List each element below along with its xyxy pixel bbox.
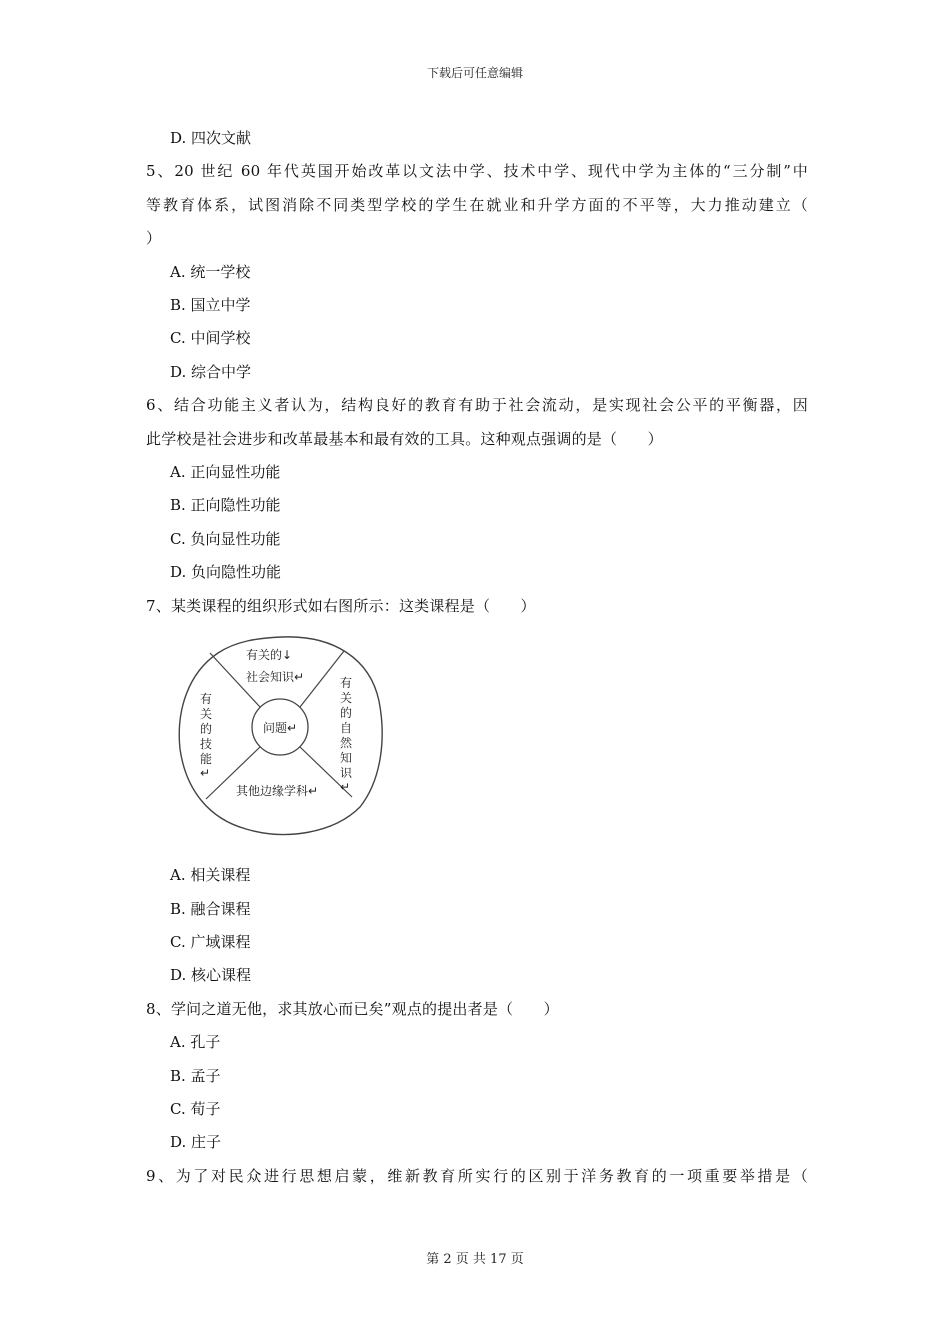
diagram-right-char: 知 (340, 751, 353, 766)
diagram-top-label-line1: 有关的↓ (246, 648, 293, 663)
diagram-left-char: 关 (200, 707, 213, 722)
diagram-right-char: 有 (340, 676, 353, 691)
diagram-bottom-label: 其他边缘学科↵ (236, 784, 319, 799)
question-block-upper (146, 122, 808, 623)
divider-top-right (300, 651, 344, 707)
answer-option: A. 统一学校 (170, 262, 251, 281)
question-text-line: 等教育体系，试图消除不同类型学校的学生在就业和升学方面的不平等，大力推动建立（ (146, 195, 808, 214)
answer-option: A. 孔子 (170, 1033, 221, 1052)
answer-option: C. 广域课程 (170, 932, 251, 951)
answer-option: A. 正向显性功能 (170, 463, 281, 482)
diagram-right-char: 然 (340, 736, 353, 751)
question-text-line: 8、学问之道无他，求其放心而已矣”观点的提出者是（ ） (146, 999, 559, 1018)
answer-option: B. 孟子 (170, 1066, 221, 1085)
diagram-left-char: 技 (200, 737, 213, 752)
question-text-line: 9、为了对民众进行思想启蒙，维新教育所实行的区别于洋务教育的一项重要举措是（ (146, 1166, 808, 1185)
curriculum-diagram-svg (174, 629, 394, 839)
answer-option: D. 四次文献 (170, 129, 252, 147)
question-text-line: 7、某类课程的组织形式如右图所示：这类课程是（ ） (146, 596, 536, 615)
page-header: 下载后可任意编辑 (426, 66, 523, 80)
document-body (146, 122, 808, 1193)
answer-option: B. 正向隐性功能 (170, 496, 281, 515)
answer-option: D. 综合中学 (170, 362, 252, 381)
diagram-right-char: 的 (340, 706, 353, 721)
answer-option: D. 核心课程 (170, 966, 252, 985)
question-text-line: 5、20 世纪 60 年代英国开始改革以文法中学、技术中学、现代中学为主体的“三分制”中 (146, 162, 808, 181)
question-text-line: 6、结合功能主义者认为，结构良好的教育有助于社会流动，是实现社会公平的平衡器，因 (146, 396, 808, 415)
answer-option: D. 负向隐性功能 (170, 563, 282, 582)
diagram-left-char: ↵ (200, 766, 211, 781)
answer-option: B. 融合课程 (170, 899, 251, 918)
question-text-line: 此学校是社会进步和改革最基本和最有效的工具。这种观点强调的是（ ） (146, 429, 663, 448)
answer-option: C. 荀子 (170, 1099, 221, 1118)
curriculum-diagram (146, 623, 808, 859)
answer-option: C. 中间学校 (170, 329, 251, 348)
diagram-top-label-line2: 社会知识↵ (246, 670, 305, 685)
question-block-lower (146, 859, 808, 1193)
diagram-center-label: 问题↵ (263, 721, 298, 736)
diagram-right-char: 自 (340, 721, 353, 736)
diagram-right-char: 识 (340, 766, 353, 781)
answer-option: B. 国立中学 (170, 296, 251, 315)
answer-option: A. 相关课程 (170, 866, 251, 885)
diagram-right-char: 关 (340, 691, 353, 706)
answer-option: C. 负向显性功能 (170, 529, 281, 548)
answer-option: D. 庄子 (170, 1133, 222, 1152)
diagram-left-char: 能 (200, 752, 213, 767)
page-footer: 第 2 页 共 17 页 (426, 1252, 524, 1267)
diagram-left-char: 有 (200, 692, 213, 707)
diagram-left-char: 的 (200, 722, 213, 737)
question-text-line: ） (146, 229, 162, 248)
diagram-right-char: ↵ (340, 780, 351, 795)
